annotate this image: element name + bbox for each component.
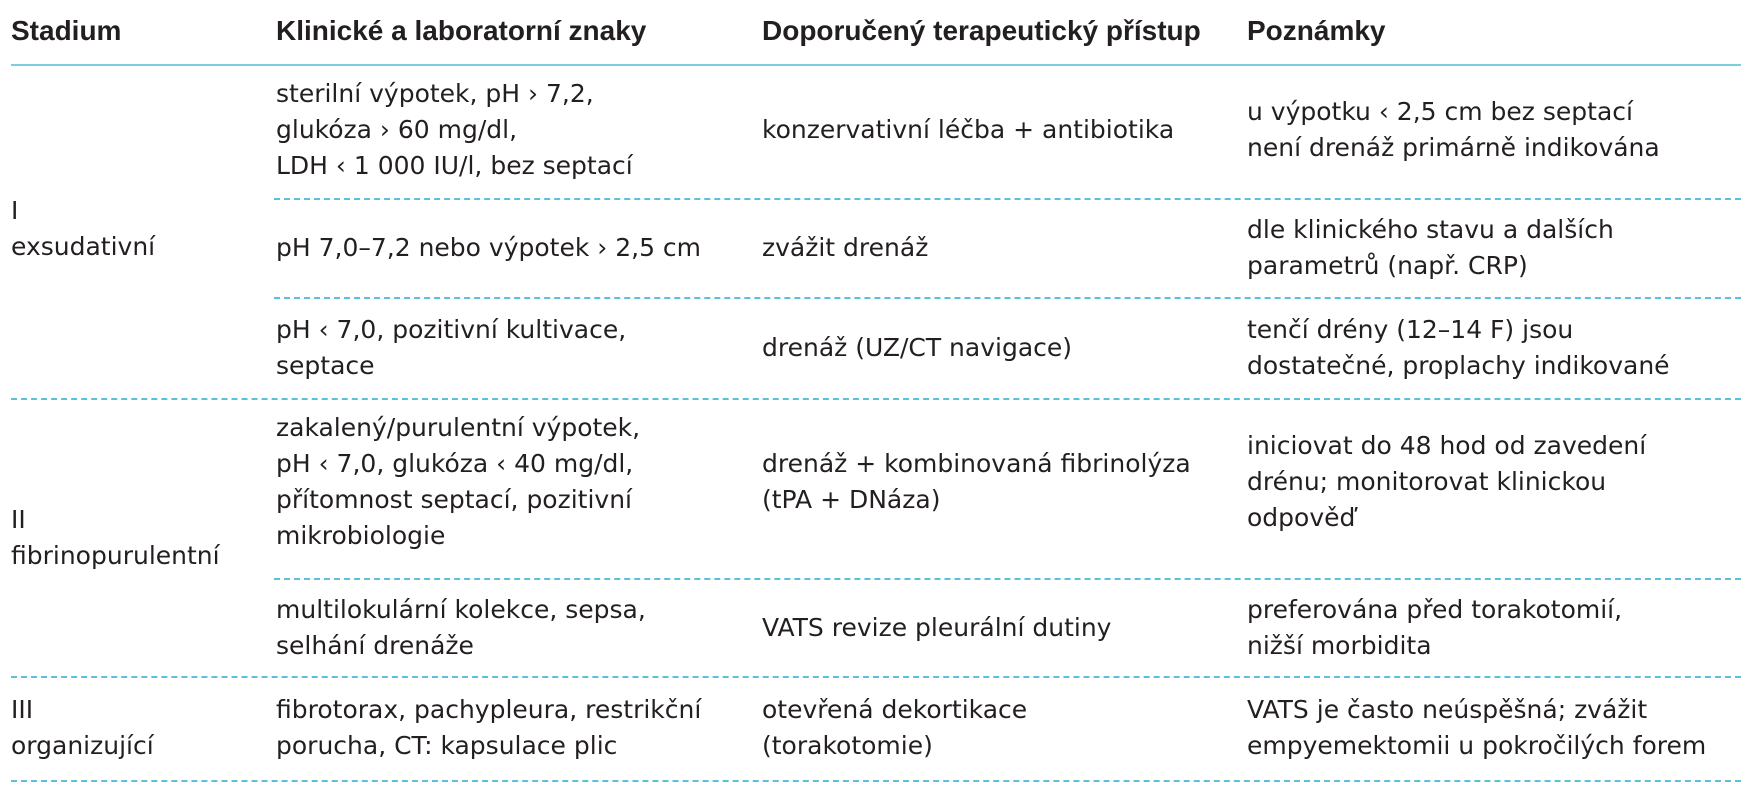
notes-line: parametrů (např. CRP)	[1247, 251, 1528, 280]
approach-cell	[762, 112, 1174, 148]
notes-cell	[1247, 94, 1660, 166]
signs-line: LDH ‹ 1 000 IU/l, bez septací	[276, 151, 633, 180]
notes-line: VATS je často neúspěšná; zvážit	[1247, 695, 1648, 724]
signs-line: fibrotorax, pachypleura, restrikční	[276, 695, 702, 724]
notes-cell	[1247, 312, 1670, 384]
signs-line: sterilní výpotek, pH › 7,2,	[276, 79, 594, 108]
notes-line: odpověď	[1247, 503, 1356, 532]
signs-line: mikrobiologie	[276, 521, 446, 550]
approach-cell	[762, 330, 1072, 366]
stage-name: exsudativní	[11, 232, 156, 261]
header-approach: Doporučený terapeutický přístup	[762, 15, 1201, 46]
stage-label	[11, 193, 273, 265]
approach-line: drenáž + kombinovaná fibrinolýza	[762, 449, 1191, 478]
approach-line: drenáž (UZ/CT navigace)	[762, 333, 1073, 362]
signs-cell	[276, 76, 633, 184]
signs-line: glukóza › 60 mg/dl,	[276, 115, 518, 144]
notes-line: drénu; monitorovat klinickou	[1247, 467, 1607, 496]
approach-line: otevřená dekortikace	[762, 695, 1028, 724]
stage-number: I	[11, 196, 19, 225]
stage-name: fibrinopurulentní	[11, 541, 220, 570]
stage-label	[11, 692, 273, 764]
signs-line: septace	[276, 351, 375, 380]
stage-label	[11, 502, 273, 574]
notes-line: nižší morbidita	[1247, 631, 1432, 660]
table-bottom-divider	[11, 780, 1741, 782]
header-stage: Stadium	[11, 15, 122, 46]
notes-line: u výpotku ‹ 2,5 cm bez septací	[1247, 97, 1633, 126]
stage-name: organizující	[11, 731, 154, 760]
stage-table	[11, 0, 1741, 760]
notes-line: iniciovat do 48 hod od zavedení	[1247, 431, 1647, 460]
table-header	[11, 0, 1741, 66]
header-notes: Poznámky	[1247, 15, 1386, 46]
stage-number: II	[11, 505, 26, 534]
row-divider	[274, 297, 1741, 299]
stage-group-iii	[11, 676, 1741, 780]
signs-line: přítomnost septací, pozitivní	[276, 485, 633, 514]
header-signs: Klinické a laboratorní znaky	[276, 15, 647, 46]
approach-line: zvážit drenáž	[762, 233, 929, 262]
signs-cell	[276, 230, 701, 266]
signs-cell	[276, 312, 626, 384]
signs-line: pH ‹ 7,0, pozitivní kultivace,	[276, 315, 627, 344]
notes-cell	[1247, 428, 1646, 536]
stage-number: III	[11, 695, 34, 724]
row-divider	[274, 198, 1741, 200]
signs-cell	[276, 592, 646, 664]
approach-cell	[762, 692, 1027, 764]
notes-line: dostatečné, proplachy indikované	[1247, 351, 1670, 380]
row-divider	[274, 578, 1741, 580]
notes-cell	[1247, 212, 1614, 284]
notes-cell	[1247, 692, 1706, 764]
signs-line: selhání drenáže	[276, 631, 474, 660]
signs-line: pH ‹ 7,0, glukóza ‹ 40 mg/dl,	[276, 449, 634, 478]
signs-line: zakalený/purulentní výpotek,	[276, 413, 641, 442]
signs-cell	[276, 410, 640, 554]
notes-line: empyemektomii u pokročilých forem	[1247, 731, 1707, 760]
notes-line: dle klinického stavu a dalších	[1247, 215, 1614, 244]
stage-group-i	[11, 64, 1741, 398]
signs-line: porucha, CT: kapsulace plic	[276, 731, 618, 760]
approach-cell	[762, 610, 1111, 646]
signs-cell	[276, 692, 701, 764]
notes-line: není drenáž primárně indikována	[1247, 133, 1660, 162]
notes-cell	[1247, 592, 1622, 664]
signs-line: multilokulární kolekce, sepsa,	[276, 595, 646, 624]
notes-line: preferována před torakotomií,	[1247, 595, 1623, 624]
notes-line: tenčí drény (12–14 F) jsou	[1247, 315, 1574, 344]
approach-cell	[762, 230, 928, 266]
approach-line: (tPA + DNáza)	[762, 485, 941, 514]
approach-line: (torakotomie)	[762, 731, 933, 760]
stage-group-ii	[11, 398, 1741, 676]
approach-line: VATS revize pleurální dutiny	[762, 613, 1112, 642]
signs-line: pH 7,0–7,2 nebo výpotek › 2,5 cm	[276, 233, 702, 262]
approach-cell	[762, 446, 1191, 518]
approach-line: konzervativní léčba + antibiotika	[762, 115, 1175, 144]
